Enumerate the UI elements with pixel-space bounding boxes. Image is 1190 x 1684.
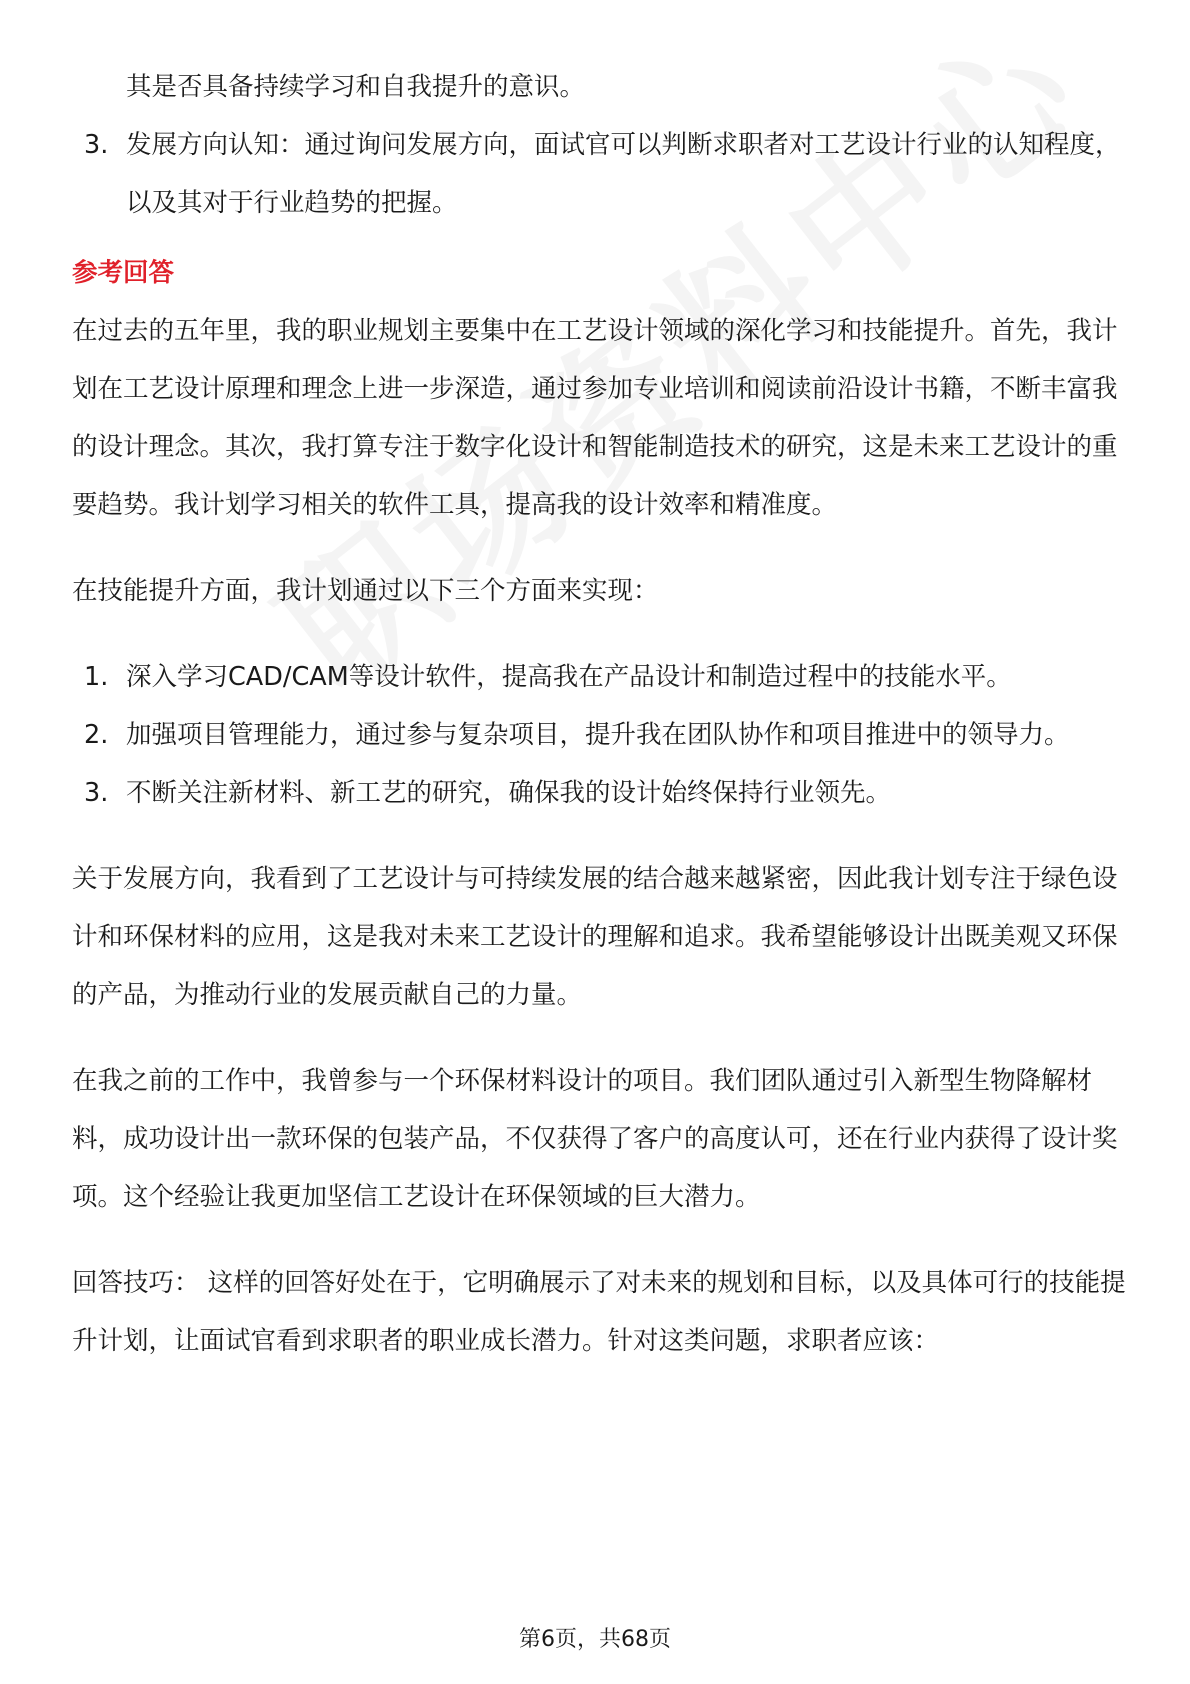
skill-plan-list: [72, 648, 1132, 822]
list-item-text: 加强项目管理能力，通过参与复杂项目，提升我在团队协作和项目推进中的领导力。: [126, 720, 1070, 750]
question-intent-list: [72, 116, 1132, 232]
answer-paragraph-4: 在我之前的工作中，我曾参与一个环保材料设计的项目。我们团队通过引入新型生物降解材料，成功设计出一款环保的包装产品，不仅获得了客户的高度认可，还在行业内获得了设计奖项。这个经验让我更加坚信工艺设计在环保领域的巨大潜力。: [72, 1066, 1118, 1212]
reference-answer-heading: 参考回答: [72, 258, 175, 288]
page-number-footer: 第6页，共68页: [519, 1627, 671, 1652]
list-item: [72, 706, 1132, 764]
answer-paragraph-1: 在过去的五年里，我的职业规划主要集中在工艺设计领域的深化学习和技能提升。首先，我计划在工艺设计原理和理念上进一步深造，通过参加专业培训和阅读前沿设计书籍，不断丰富我的设计理念。其次，我打算专注于数字化设计和智能制造技术的研究，这是未来工艺设计的重要趋势。我计划学习相关的软件工具，提高我的设计效率和精准度。: [72, 316, 1118, 520]
list-item-text: 发展方向认知：通过询问发展方向，面试官可以判断求职者对工艺设计行业的认知程度，以及其对于行业趋势的把握。: [126, 130, 1121, 218]
list-item-number: 3.: [84, 778, 109, 808]
list-item: [72, 648, 1132, 706]
list-item: [72, 116, 1132, 232]
list-item-number: 2.: [84, 720, 109, 750]
list-item-number: 1.: [84, 662, 109, 692]
answer-paragraph-2: 在技能提升方面，我计划通过以下三个方面来实现：: [72, 576, 659, 606]
list-continuation-line: 其是否具备持续学习和自我提升的意识。: [126, 72, 586, 102]
answer-paragraph-3: 关于发展方向，我看到了工艺设计与可持续发展的结合越来越紧密，因此我计划专注于绿色设计和环保材料的应用，这是我对未来工艺设计的理解和追求。我希望能够设计出既美观又环保的产品，为推动行业的发展贡献自己的力量。: [72, 864, 1118, 1010]
answer-tips-paragraph: 回答技巧： 这样的回答好处在于，它明确展示了对未来的规划和目标，以及具体可行的技能提升计划，让面试官看到求职者的职业成长潜力。针对这类问题，求职者应该：: [72, 1268, 1126, 1356]
list-item: [72, 764, 1132, 822]
list-item-text: 不断关注新材料、新工艺的研究，确保我的设计始终保持行业领先。: [126, 778, 892, 808]
page-content: [72, 58, 1132, 1370]
list-item-number: 3.: [84, 130, 109, 160]
list-item-text: 深入学习CAD/CAM等设计软件，提高我在产品设计和制造过程中的技能水平。: [126, 662, 1012, 692]
